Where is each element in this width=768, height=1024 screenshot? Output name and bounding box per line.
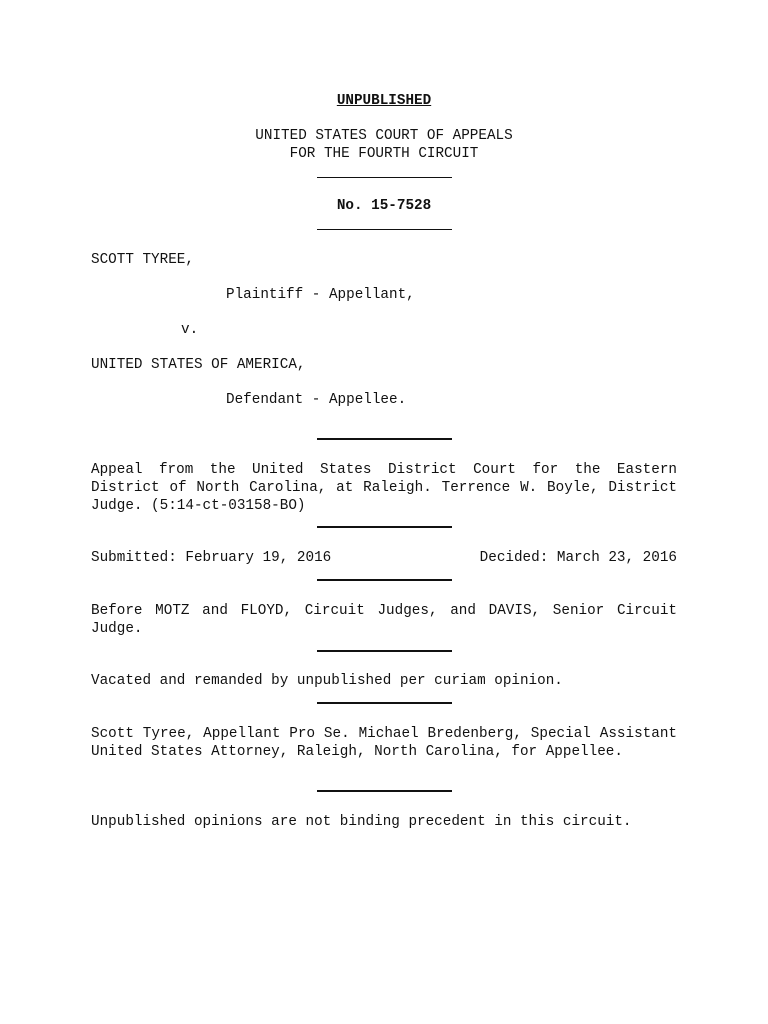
counsel-paragraph: Scott Tyree, Appellant Pro Se. Michael Bredenberg, Special Assistant United States Attorney, Raleigh, North Carolina, for Appellee. [91, 726, 677, 760]
panel-paragraph: Before MOTZ and FLOYD, Circuit Judges, and DAVIS, Senior Circuit Judge. [91, 603, 677, 637]
unpublished-heading: UNPUBLISHED [336, 93, 432, 109]
submitted-date: Submitted: February 19, 2016 [91, 550, 332, 566]
case-number: No. 15-7528 [336, 198, 432, 214]
divider [317, 650, 452, 652]
divider [317, 579, 452, 581]
plaintiff-name: SCOTT TYREE, [91, 252, 194, 268]
versus: v. [181, 322, 199, 338]
court-name-line2: FOR THE FOURTH CIRCUIT [289, 146, 479, 162]
plaintiff-role: Plaintiff - Appellant, [226, 287, 415, 303]
divider [317, 790, 452, 792]
divider [317, 438, 452, 440]
divider [317, 702, 452, 704]
defendant-role: Defendant - Appellee. [226, 392, 407, 408]
appeal-paragraph: Appeal from the United States District Court for the Eastern District of North Carolina, at Raleigh. Terrence W. Boyle, District Judge. (5:14-ct-03158-BO) [91, 462, 677, 514]
binding-notice: Unpublished opinions are not binding precedent in this circuit. [91, 814, 632, 830]
dates-row [91, 549, 677, 567]
divider [317, 177, 452, 178]
divider [317, 229, 452, 230]
defendant-name: UNITED STATES OF AMERICA, [91, 357, 306, 373]
decided-date: Decided: March 23, 2016 [479, 550, 677, 566]
court-name-line1: UNITED STATES COURT OF APPEALS [255, 128, 513, 144]
divider [317, 526, 452, 528]
disposition-paragraph: Vacated and remanded by unpublished per curiam opinion. [91, 673, 563, 689]
